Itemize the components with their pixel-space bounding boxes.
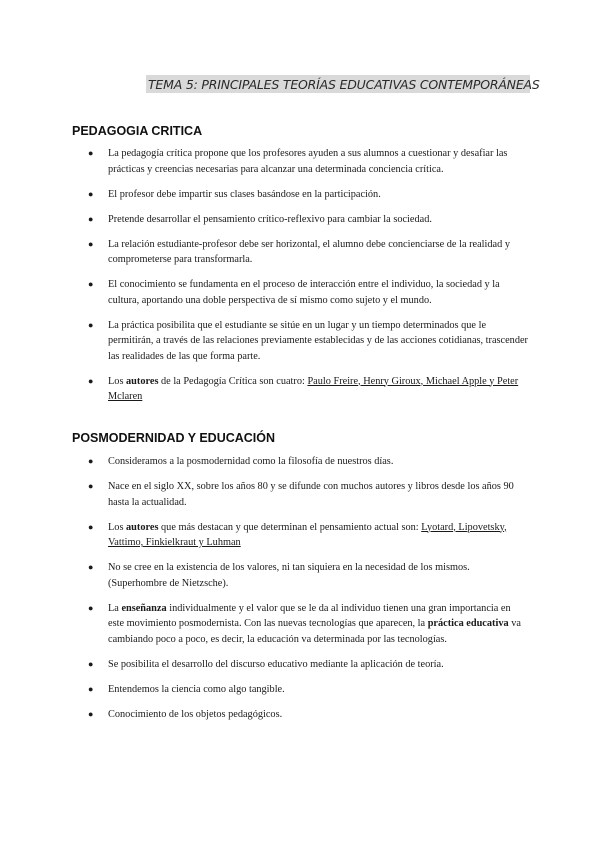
bullet-icon: ● — [88, 238, 94, 249]
list-item: ● La pedagogía crítica propone que los profesores ayuden a sus alumnos a cuestionar y desafiar las prácticas y creencias necesarias para alcanzar una determinada conciencia crítica. — [88, 148, 508, 175]
bullet-icon: ● — [88, 375, 94, 386]
list-item: ● La relación estudiante-profesor debe ser horizontal, el alumno debe concienciarse de la realidad y comprometerse para transformarla. — [88, 238, 510, 265]
bullet-icon: ● — [88, 602, 94, 613]
pedagogia-critica-list — [88, 146, 528, 414]
list-item: ● Pretende desarrollar el pensamiento crítico-reflexivo para cambiar la sociedad. — [88, 212, 528, 228]
page-title: TEMA 5: PRINCIPALES TEORÍAS EDUCATIVAS CONTEMPORÁNEAS — [148, 77, 540, 92]
bullet-icon: ● — [88, 683, 94, 694]
bullet-icon: ● — [88, 521, 94, 532]
list-item: ● El conocimiento se fundamenta en el proceso de interacción entre el individuo, la sociedad y la cultura, aportando una doble perspectiva de sí mismo como sujeto y el mundo. — [88, 279, 500, 306]
list-item: ● No se cree en la existencia de los valores, ni tan siquiera en la necesidad de los mismos. (Superhombre de Nietzsche). — [88, 562, 470, 589]
list-item-authors: ● Los autores de la Pedagogía Crítica son cuatro: Paulo Freire, Henry Giroux, Michael Apple y Peter Mclaren — [88, 375, 519, 402]
authors-names: Lyotard, Lipovetsky, Vattimo, Finkielkraut y Luhman — [108, 521, 507, 548]
list-item-authors: ● Los autores que más destacan y que determinan el pensamiento actual son: Lyotard, Lipovetsky, Vattimo, Finkielkraut y Luhman — [88, 521, 507, 548]
bullet-icon: ● — [88, 213, 94, 224]
bullet-icon: ● — [88, 279, 94, 289]
bullet-icon: ● — [88, 148, 94, 158]
bullet-icon: ● — [88, 319, 94, 330]
list-item: ● Entendemos la ciencia como algo tangible. — [88, 682, 528, 698]
bullet-icon: ● — [88, 658, 94, 669]
list-item: ● Nace en el siglo XX, sobre los años 80 y se difunde con muchos autores y libros desde los años 90 hasta la actualidad. — [88, 481, 514, 508]
list-item: ● Conocimiento de los objetos pedagógicos. — [88, 707, 528, 723]
list-item: ● Se posibilita el desarrollo del discurso educativo mediante la aplicación de teoría. — [88, 657, 528, 673]
bullet-icon: ● — [88, 708, 94, 719]
section-heading-posmodernidad: POSMODERNIDAD Y EDUCACIÓN — [72, 431, 276, 445]
list-item: ● La enseñanza individualmente y el valor que se le da al individuo tienen una gran importancia en este movimiento posmodernista. Con las nuevas tecnologías que aparecen, la práctica educativa va cambiando poco a poco, es decir, la educación va determinada por las tecnologías. — [88, 602, 521, 645]
bullet-icon: ● — [88, 188, 94, 199]
bullet-icon: ● — [88, 456, 94, 466]
authors-names: Paulo Freire, Henry Giroux, Michael Apple y Peter Mclaren — [108, 375, 519, 402]
bullet-icon: ● — [88, 481, 94, 491]
posmodernidad-list — [88, 454, 528, 732]
list-item: ● Consideramos a la posmodernidad como la filosofía de nuestros días. — [88, 454, 528, 470]
list-item: ● El profesor debe impartir sus clases basándose en la participación. — [88, 187, 528, 203]
section-heading-pedagogia-critica: PEDAGOGIA CRITICA — [72, 124, 203, 138]
bullet-icon: ● — [88, 562, 94, 572]
list-item: ● La práctica posibilita que el estudiante se sitúe en un lugar y un tiempo determinados que le permitirán, a través de las relaciones previamente establecidas y de las acciones cotidianas, trascender las realidades de las que forma parte. — [88, 319, 528, 362]
